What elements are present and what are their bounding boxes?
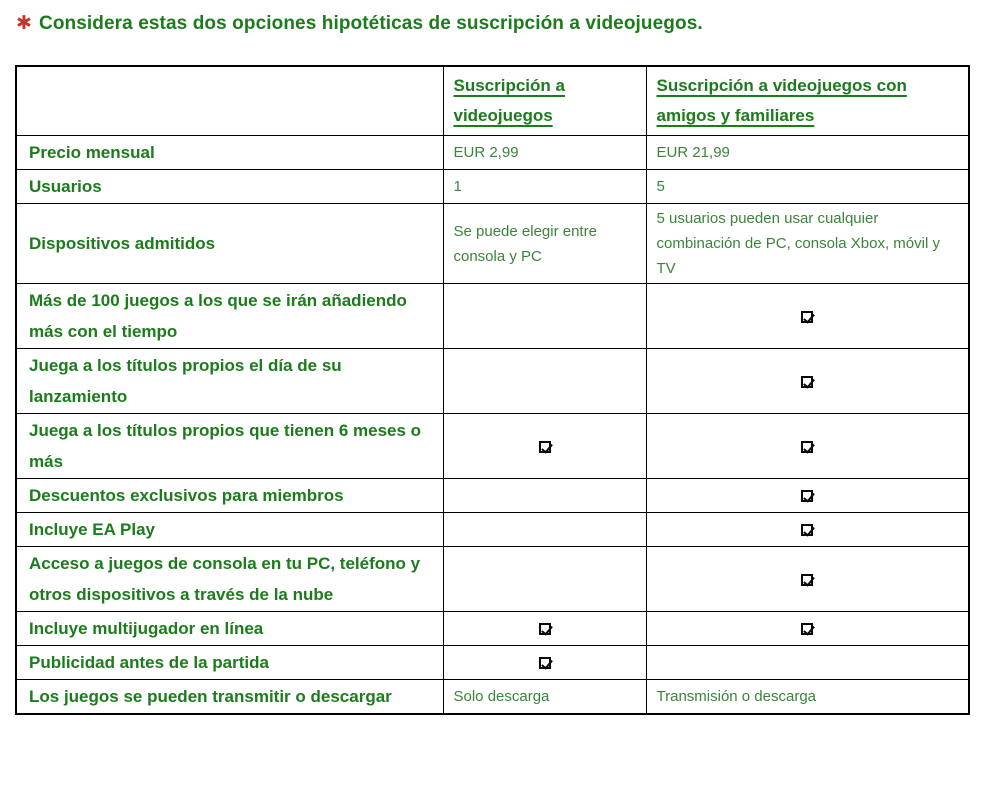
checkbox-cell <box>443 646 646 680</box>
feature-label: Precio mensual <box>16 136 443 170</box>
checked-checkbox-icon <box>539 623 551 635</box>
cell-text: 5 usuarios pueden usar cualquier combinación de PC, consola Xbox, móvil y TV <box>656 210 940 277</box>
instruction-line <box>16 12 987 35</box>
feature-label: Publicidad antes de la partida <box>16 646 443 680</box>
value-cell <box>443 547 646 612</box>
comparison-table-body <box>16 136 969 715</box>
value-cell <box>443 349 646 414</box>
header-row <box>16 66 969 136</box>
header-family-label: Suscripción a videojuegos con amigos y familiares <box>656 76 907 125</box>
value-cell <box>443 204 646 284</box>
feature-label: Juega a los títulos propios el día de su lanzamiento <box>16 349 443 414</box>
cell-text: Solo descarga <box>453 688 550 705</box>
checked-checkbox-icon <box>801 376 813 388</box>
table-row <box>16 284 969 349</box>
checkbox-cell <box>646 612 969 646</box>
table-row <box>16 646 969 680</box>
value-cell <box>443 170 646 204</box>
value-cell <box>646 170 969 204</box>
feature-label: Descuentos exclusivos para miembros <box>16 479 443 513</box>
table-row <box>16 349 969 414</box>
checkbox-cell <box>443 414 646 479</box>
subscription-comparison-table <box>15 65 970 715</box>
checkbox-cell <box>646 284 969 349</box>
value-cell <box>443 136 646 170</box>
header-family-subscription <box>646 66 969 136</box>
table-row <box>16 612 969 646</box>
table-row <box>16 204 969 284</box>
header-feature-empty <box>16 66 443 136</box>
value-cell <box>443 284 646 349</box>
required-asterisk-icon: ✱ <box>16 13 33 34</box>
header-basic-label: Suscripción a videojuegos <box>453 76 565 125</box>
cell-text: EUR 2,99 <box>453 144 519 161</box>
feature-label: Más de 100 juegos a los que se irán añadiendo más con el tiempo <box>16 284 443 349</box>
feature-label: Incluye multijugador en línea <box>16 612 443 646</box>
table-row <box>16 479 969 513</box>
feature-label: Incluye EA Play <box>16 513 443 547</box>
value-cell <box>646 136 969 170</box>
value-cell <box>646 646 969 680</box>
feature-label: Dispositivos admitidos <box>16 204 443 284</box>
checkbox-cell <box>646 479 969 513</box>
checkbox-cell <box>646 547 969 612</box>
feature-label: Acceso a juegos de consola en tu PC, teléfono y otros dispositivos a través de la nube <box>16 547 443 612</box>
table-row <box>16 170 969 204</box>
table-row <box>16 680 969 715</box>
feature-label: Los juegos se pueden transmitir o descargar <box>16 680 443 715</box>
value-cell <box>443 513 646 547</box>
feature-label: Juega a los títulos propios que tienen 6 meses o más <box>16 414 443 479</box>
cell-text: 5 <box>656 178 665 195</box>
feature-label: Usuarios <box>16 170 443 204</box>
value-cell <box>443 479 646 513</box>
value-cell <box>443 680 646 715</box>
value-cell <box>646 204 969 284</box>
cell-text: Se puede elegir entre consola y PC <box>453 222 597 265</box>
cell-text: EUR 21,99 <box>656 144 730 161</box>
cell-text: Transmisión o descarga <box>656 688 817 705</box>
checked-checkbox-icon <box>801 311 813 323</box>
checked-checkbox-icon <box>801 441 813 453</box>
checkbox-cell <box>646 414 969 479</box>
checkbox-cell <box>443 612 646 646</box>
checked-checkbox-icon <box>801 524 813 536</box>
checked-checkbox-icon <box>801 574 813 586</box>
checked-checkbox-icon <box>539 441 551 453</box>
table-row <box>16 414 969 479</box>
table-row <box>16 513 969 547</box>
checkbox-cell <box>646 513 969 547</box>
checked-checkbox-icon <box>539 657 551 669</box>
page-title: Considera estas dos opciones hipotéticas de suscripción a videojuegos. <box>39 13 703 34</box>
checked-checkbox-icon <box>801 623 813 635</box>
value-cell <box>646 680 969 715</box>
checked-checkbox-icon <box>801 490 813 502</box>
table-row <box>16 136 969 170</box>
table-row <box>16 547 969 612</box>
checkbox-cell <box>646 349 969 414</box>
cell-text: 1 <box>453 178 462 195</box>
header-basic-subscription <box>443 66 646 136</box>
